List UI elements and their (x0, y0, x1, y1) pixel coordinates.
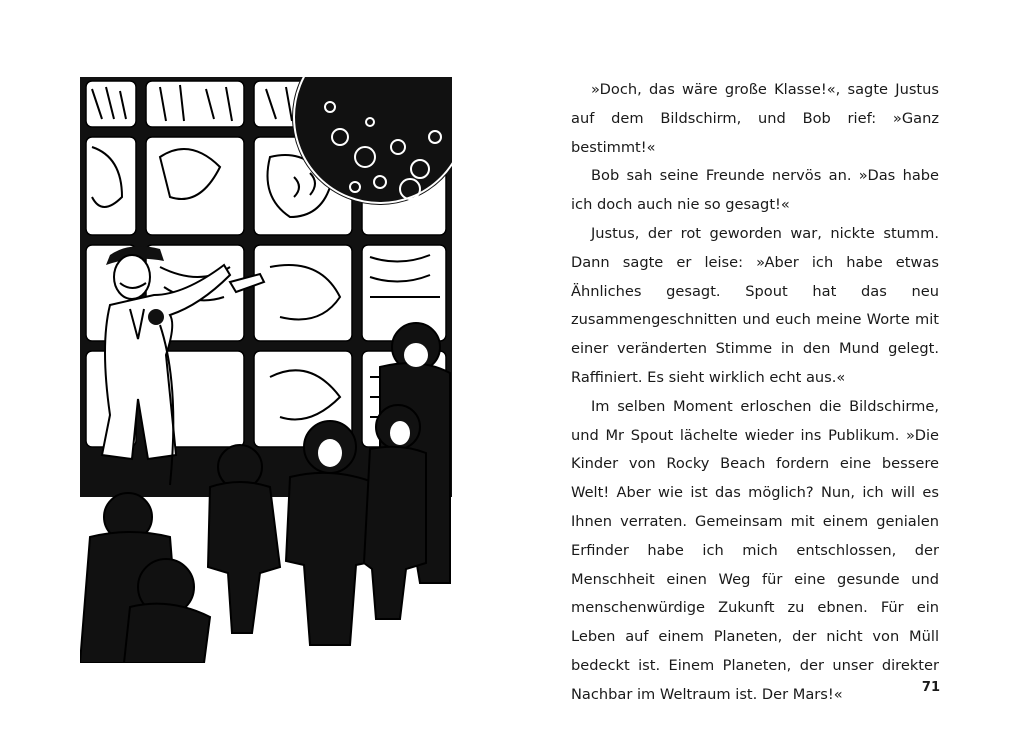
paragraph: Im selben Moment erloschen die Bildschirme, und Mr Spout lächelte wieder ins Publikum. »Die Kinder von Rocky Beach fordern eine bessere Welt! Aber wie ist das möglich? Nun, ich will es Ihnen verraten. Gemeinsam mit einem genialen Erfinder habe ich mich entschlossen, der Menschheit einen Weg für eine gesunde und menschenwürdige Zukunft zu ebnen. Für ein Leben auf einem Planeten, der nicht von Müll bedeckt ist. Einem Planeten, der unser direkter Nachbar im Weltraum ist. Der Mars!« (571, 397, 939, 703)
text-column (571, 76, 939, 710)
comic-illustration (80, 77, 452, 663)
page-number: 71 (921, 680, 940, 695)
paragraph: Justus, der rot geworden war, nickte stumm. Dann sagte er leise: »Aber ich habe etwas Ähnliches gesagt. Spout hat das neu zusammengeschnitten und euch meine Worte mit einer veränderten Stimme in den Mund gelegt. Raffiniert. Es sieht wirklich echt aus.« (571, 224, 939, 386)
paragraph: Bob sah seine Freunde nervös an. »Das habe ich doch auch nie so gesagt!« (571, 167, 939, 214)
paragraph: »Doch, das wäre große Klasse!«, sagte Justus auf dem Bildschirm, und Bob rief: »Ganz bestimmt!« (571, 81, 939, 156)
